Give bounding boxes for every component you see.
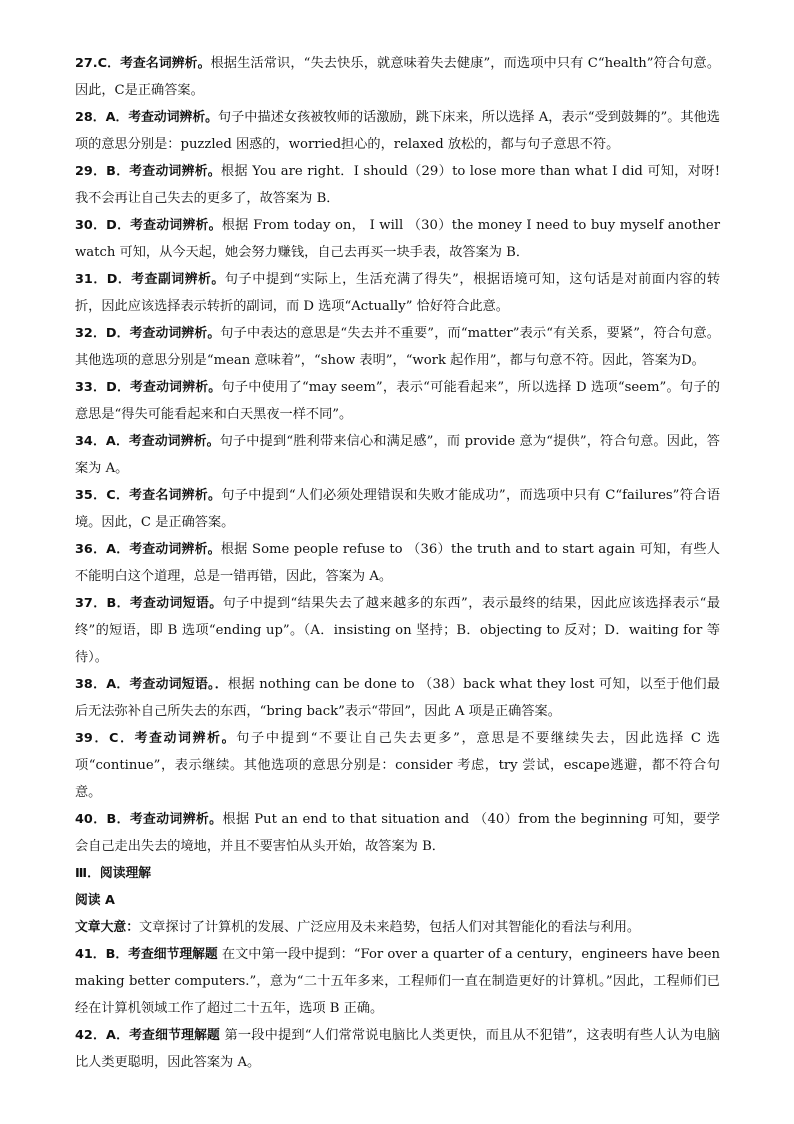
answer-38 xyxy=(75,671,720,725)
answer-body: 句子中使用了“may seem”，表示“可能看起来”，所以选择 D 选项“seem”。句子的意思是“得失可能看起来和白天黑夜一样不同”。 xyxy=(75,380,720,422)
answer-body: 第一段中提到“人们常常说电脑比人类更快，而且从不犯错”，这表明有些人认为电脑比人类更聪明，因此答案为 A。 xyxy=(75,1028,720,1070)
answer-body: 根据 From today on， I will （30）the money I need to buy myself another watch 可知，从今天起，她会努力赚钱，自己去再买一块手表，故答案为 B． xyxy=(75,218,720,260)
answer-39 xyxy=(75,725,720,806)
answer-head: 35．C．考查名词辨析。 xyxy=(75,488,222,503)
article-summary xyxy=(75,914,720,941)
answer-31 xyxy=(75,266,720,320)
answer-head: 38．A．考查动词短语。． xyxy=(75,677,228,692)
answer-head: 32．D．考查动词辨析。 xyxy=(75,326,221,341)
answer-head: 27.C．考查名词辨析。 xyxy=(75,56,211,71)
answer-body: 句子中描述女孩被牧师的话激励，跳下床来，所以选择 A，表示“受到鼓舞的”。其他选项的意思分别是：puzzled 困惑的，worried担心的，relaxed 放松的，都与句子意思不符。 xyxy=(75,110,720,152)
answer-head: 29．B．考查动词辨析。 xyxy=(75,164,221,179)
answer-body: 句子中提到“结果失去了越来越多的东西”，表示最终的结果，因此应该选择表示“最终”的短语，即 B 选项“ending up”。（A．insisting on 坚持；B．objecting to 反对；D．waiting for 等待）。 xyxy=(75,596,721,665)
answer-head: 41．B．考查细节理解题 xyxy=(75,947,218,962)
summary-head: 文章大意： xyxy=(75,920,139,935)
answer-body: 句子中提到“胜利带来信心和满足感”，而 provide 意为“提供”，符合句意。因此，答案为 A。 xyxy=(75,434,720,476)
answer-body: 句子中提到“实际上，生活充满了得失”，根据语境可知，这句话是对前面内容的转折，因此应该选择表示转折的副词，而 D 选项“Actually” 恰好符合此意。 xyxy=(75,272,721,314)
answer-head: 31．D．考查副词辨析。 xyxy=(75,272,225,287)
answer-head: 37．B．考查动词短语。 xyxy=(75,596,223,611)
answer-29 xyxy=(75,158,720,212)
answer-42 xyxy=(75,1022,720,1076)
answer-head: 36．A．考查动词辨析。 xyxy=(75,542,221,557)
answer-head: 40．B．考查动词辨析。 xyxy=(75,812,223,827)
answer-27 xyxy=(75,50,720,104)
answer-head: 33．D．考查动词辨析。 xyxy=(75,380,222,395)
answer-41 xyxy=(75,941,720,1022)
answer-body: 根据 nothing can be done to （38）back what they lost 可知，以至于他们最后无法弥补自己所失去的东西，“bring back”表示“带回”，因此 A 项是正确答案。 xyxy=(75,677,720,719)
answer-head: 34．A．考查动词辨析。 xyxy=(75,434,220,449)
answer-head: 28．A．考查动词辨析。 xyxy=(75,110,218,125)
answer-37 xyxy=(75,590,720,671)
summary-body: 文章探讨了计算机的发展、广泛应用及未来趋势，包括人们对其智能化的看法与利用。 xyxy=(138,920,641,935)
section-title: Ⅲ．阅读理解 xyxy=(75,866,152,881)
answer-body: 在文中第一段中提到：“For over a quarter of a century，engineers have been making better computers.”，意为“二十五年多来，工程师们一直在制造更好的计算机。”因此，工程师们已经在计算机领域工作了超过二十五年，选项 B 正确。 xyxy=(75,947,721,1016)
answer-28 xyxy=(75,104,720,158)
answer-body: 句子中提到“人们必须处理错误和失败才能成功”，而选项中只有 C“failures”符合语境。因此，C 是正确答案。 xyxy=(75,488,721,530)
subsection-title: 阅读 A xyxy=(75,893,115,908)
answer-34 xyxy=(75,428,720,482)
answer-body: 根据 Some people refuse to （36）the truth and to start again 可知，有些人不能明白这个道理，总是一错再错，因此，答案为 A。 xyxy=(75,542,720,584)
answer-head: 42．A．考查细节理解题 xyxy=(75,1028,221,1043)
answer-head: 39．C．考查动词辨析。 xyxy=(75,731,237,746)
answer-body: 句子中表达的意思是“失去并不重要”，而“matter”表示“有关系，要紧”，符合句意。其他选项的意思分别是“mean 意味着”，“show 表明”，“work 起作用”，都与句意不符。因此，答案为D。 xyxy=(75,326,720,368)
answer-33 xyxy=(75,374,720,428)
answer-32 xyxy=(75,320,720,374)
answer-body: 根据 You are right．I should（29）to lose more than what I did 可知，对呀!我不会再让自己失去的更多了，故答案为 B． xyxy=(75,164,720,206)
answer-head: 30．D．考查动词辨析。 xyxy=(75,218,222,233)
answer-body: 句子中提到“不要让自己失去更多”，意思是不要继续失去，因此选择 C 选项“continue”，表示继续。其他选项的意思分别是：consider 考虑，try 尝试，escape逃避，都不符合句意。 xyxy=(75,731,720,800)
answer-40 xyxy=(75,806,720,860)
answer-36 xyxy=(75,536,720,590)
answer-30 xyxy=(75,212,720,266)
answer-body: 根据生活常识，“失去快乐，就意味着失去健康”，而选项中只有 C“health”符合句意。因此，C是正确答案。 xyxy=(75,56,721,98)
answer-body: 根据 Put an end to that situation and （40）from the beginning 可知，要学会自己走出失去的境地，并且不要害怕从头开始，故答案为 B． xyxy=(75,812,720,854)
answer-35 xyxy=(75,482,720,536)
